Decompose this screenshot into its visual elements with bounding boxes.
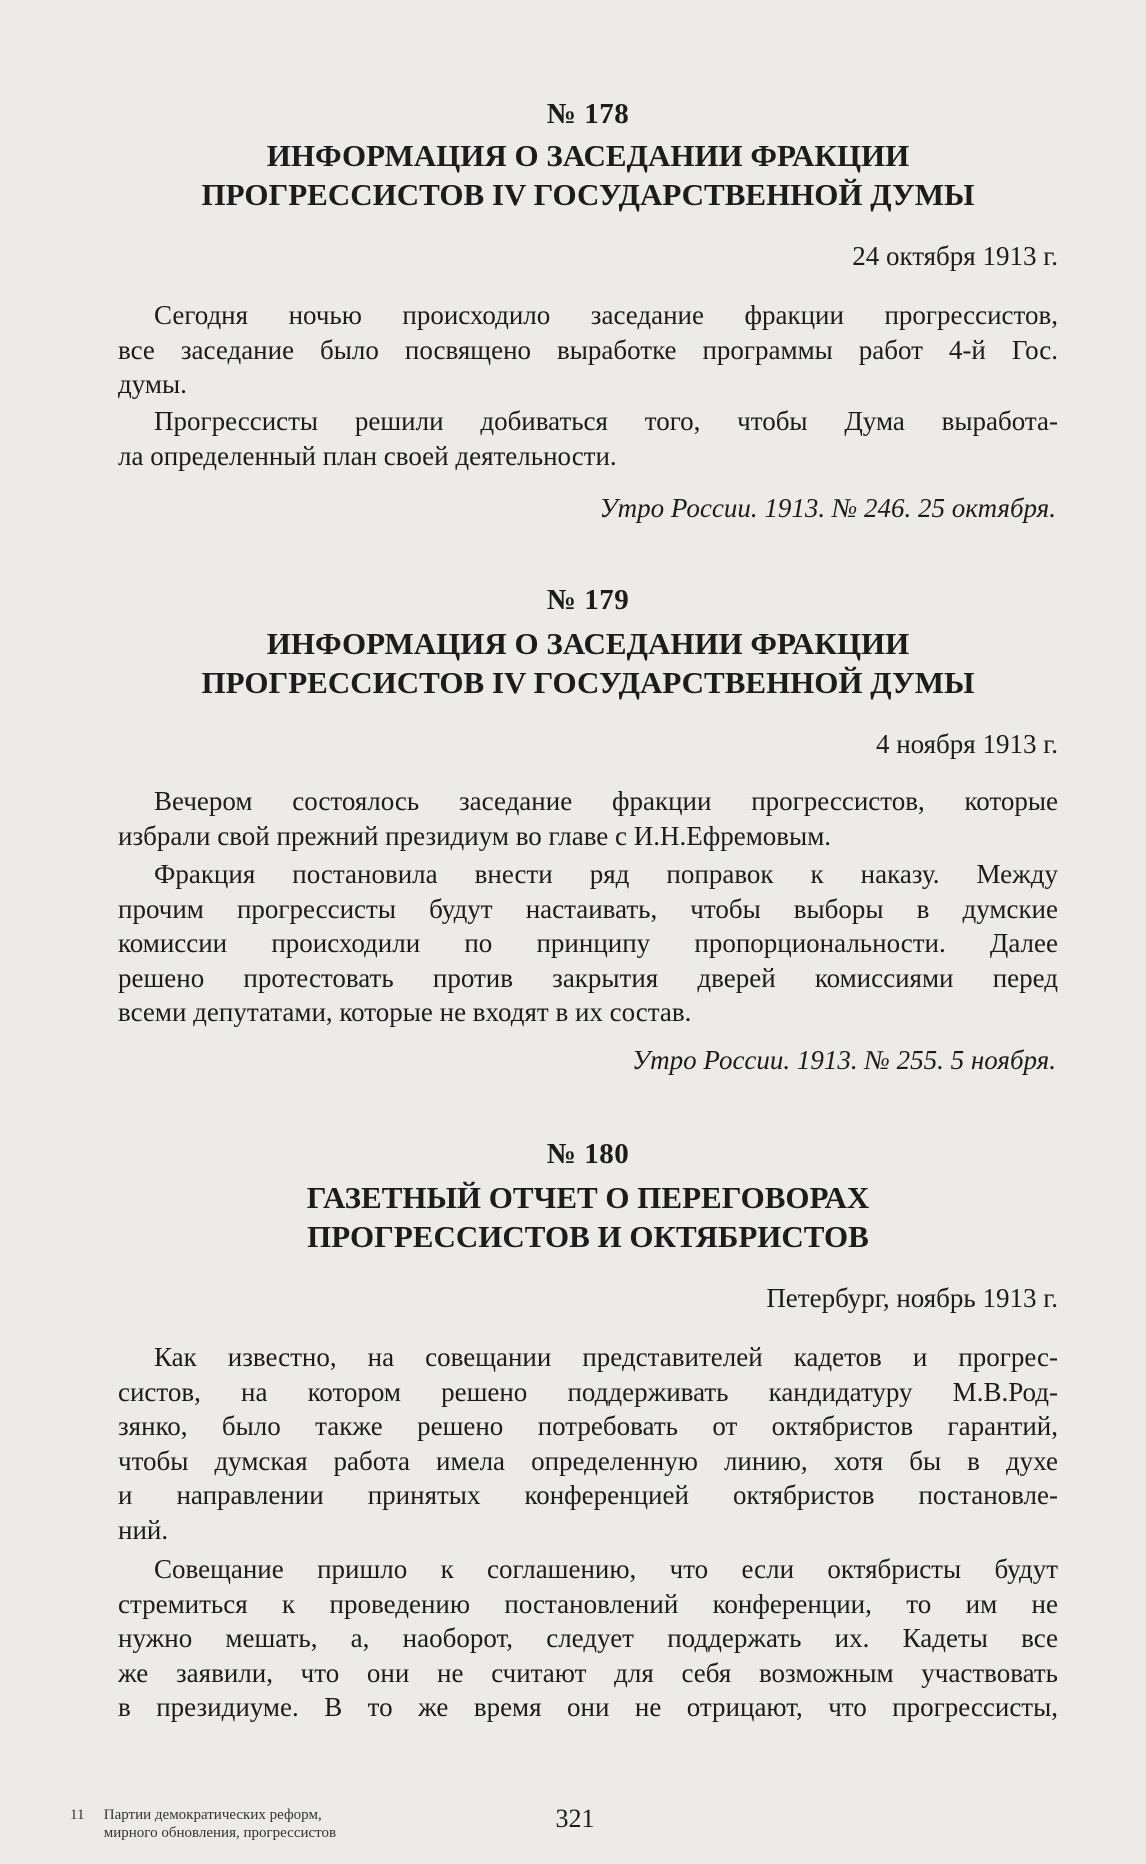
signature-mark: 11 xyxy=(70,1807,85,1823)
doc-180-paragraph-1 xyxy=(118,1340,1058,1547)
doc-180-paragraph-2 xyxy=(118,1552,1058,1725)
text-line: Вечером состоялось заседание фракции прогрессистов, которые xyxy=(154,786,1058,816)
doc-178-paragraph-1 xyxy=(118,298,1058,402)
doc-178-title-line-1: ИНФОРМАЦИЯ О ЗАСЕДАНИИ ФРАКЦИИ xyxy=(266,138,910,173)
doc-178-number: № 178 xyxy=(546,98,630,130)
doc-180-date: Петербург, ноябрь 1913 г. xyxy=(766,1283,1058,1313)
text-line: стремиться к проведению постановлений конференции, то им не xyxy=(118,1588,1058,1619)
text-line: прочим прогрессисты будут настаивать, чтобы выборы в думские xyxy=(118,893,1058,924)
doc-179-paragraph-1 xyxy=(118,784,1058,853)
text-line: зянко, было также решено потребовать от октябристов гарантий, xyxy=(118,1411,1058,1441)
doc-179-title xyxy=(118,624,1058,702)
page-footnote xyxy=(70,1806,336,1842)
doc-180-number: № 180 xyxy=(546,1138,630,1170)
footnote-line-1: Партии демократических реформ, xyxy=(103,1807,322,1823)
doc-179-number: № 179 xyxy=(546,584,630,616)
text-line: ний. xyxy=(118,1514,169,1545)
footnote-lines xyxy=(104,1806,336,1842)
text-line: решено протестовать против закрытия дверей комиссиями перед xyxy=(118,962,1058,993)
doc-179-title-line-1: ИНФОРМАЦИЯ О ЗАСЕДАНИИ ФРАКЦИИ xyxy=(266,626,910,661)
text-line: Фракция постановила внести ряд поправок к наказу. Между xyxy=(154,859,1058,889)
doc-179-source: Утро России. 1913. № 255. 5 ноября. xyxy=(632,1045,1056,1075)
footnote-line-2: мирного обновления, прогрессистов xyxy=(103,1825,337,1841)
text-line: же заявили, что они не считают для себя возможным участвовать xyxy=(118,1657,1058,1688)
text-line: комиссии происходили по принципу пропорциональности. Далее xyxy=(118,928,1058,958)
doc-180-title xyxy=(118,1178,1058,1256)
text-line: Совещание пришло к соглашению, что если октябристы будут xyxy=(154,1554,1058,1584)
doc-179-date: 4 ноября 1913 г. xyxy=(875,729,1058,759)
doc-178-date: 24 октября 1913 г. xyxy=(852,241,1058,271)
text-line: ла определенный план своей деятельности. xyxy=(118,440,617,471)
doc-179-paragraph-2 xyxy=(118,857,1058,1030)
doc-180-title-line-2: ПРОГРЕССИСТОВ И ОКТЯБРИСТОВ xyxy=(307,1219,869,1254)
doc-178-paragraph-2 xyxy=(118,404,1058,473)
doc-178-source: Утро России. 1913. № 246. 25 октября. xyxy=(599,493,1056,523)
text-line: нужно мешать, а, наоборот, следует поддержать их. Кадеты все xyxy=(118,1623,1058,1653)
text-line: все заседание было посвящено выработке программы работ 4-й Гос. xyxy=(118,334,1058,365)
text-line: Прогрессисты решили добиваться того, чтобы Дума выработа- xyxy=(154,406,1058,436)
text-line: и направлении принятых конференцией октябристов постановле- xyxy=(118,1480,1058,1510)
doc-178-title xyxy=(118,136,1058,214)
text-line: избрали свой прежний президиум во главе с И.Н.Ефремовым. xyxy=(118,820,832,851)
text-line: Как известно, на совещании представителей кадетов и прогрес- xyxy=(154,1342,1058,1372)
text-line: чтобы думская работа имела определенную линию, хотя бы в духе xyxy=(118,1445,1058,1476)
text-line: думы. xyxy=(118,369,187,399)
text-line: всеми депутатами, которые не входят в их состав. xyxy=(118,997,692,1027)
page-number: 321 xyxy=(555,1804,595,1833)
doc-179-title-line-2: ПРОГРЕССИСТОВ IV ГОСУДАРСТВЕННОЙ ДУМЫ xyxy=(201,665,975,700)
text-line: в президиуме. В то же время они не отрицают, что прогрессисты, xyxy=(118,1692,1058,1722)
doc-180-title-line-1: ГАЗЕТНЫЙ ОТЧЕТ О ПЕРЕГОВОРАХ xyxy=(306,1180,870,1215)
doc-178-title-line-2: ПРОГРЕССИСТОВ IV ГОСУДАРСТВЕННОЙ ДУМЫ xyxy=(201,177,975,212)
text-line: Сегодня ночью происходило заседание фракции прогрессистов, xyxy=(154,300,1058,330)
text-line: систов, на котором решено поддерживать кандидатуру М.В.Род- xyxy=(118,1376,1058,1407)
